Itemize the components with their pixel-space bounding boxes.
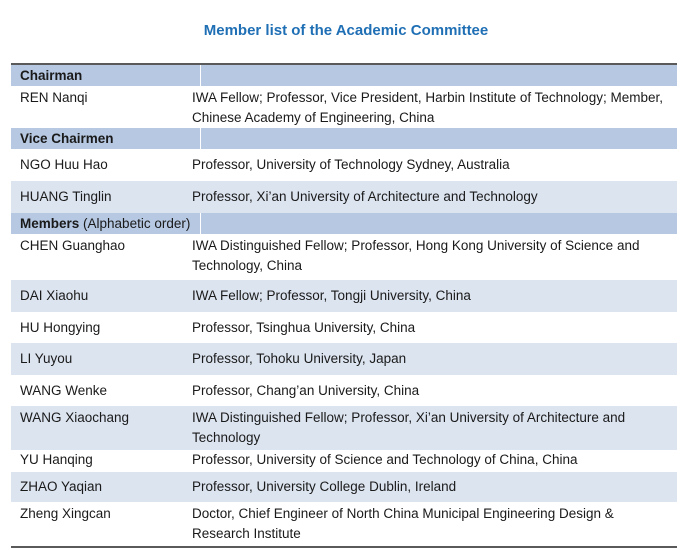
table-row — [11, 343, 677, 375]
member-name: DAI Xiaohu — [20, 288, 89, 303]
section-header-vice-chairmen — [11, 128, 677, 149]
member-name: NGO Huu Hao — [20, 157, 108, 172]
table-row — [11, 375, 677, 406]
table-row — [11, 502, 677, 546]
table-row — [11, 149, 677, 181]
table-row — [11, 312, 677, 343]
table-row — [11, 86, 677, 128]
section-heading: Members — [20, 216, 80, 231]
member-role: Professor, Tsinghua University, China — [192, 319, 416, 335]
member-role: IWA Fellow; Professor, Tongji University, China — [192, 288, 471, 303]
member-role: Professor, Xi’an University of Architecture and Technology — [192, 189, 538, 204]
section-heading: Vice Chairmen — [20, 131, 114, 146]
table-row — [11, 450, 677, 472]
committee-table — [11, 63, 677, 548]
member-name: YU Hanqing — [20, 452, 93, 467]
member-role: IWA Distinguished Fellow; Professor, Hong Kong University of Science and Technology, China — [192, 238, 640, 273]
table-row — [11, 234, 677, 280]
member-role: Doctor, Chief Engineer of North China Municipal Engineering Design & Research Institute — [192, 506, 614, 541]
section-heading: Chairman — [20, 68, 83, 83]
member-role: Professor, University College Dublin, Ireland — [192, 479, 457, 494]
member-role: IWA Fellow; Professor, Vice President, Harbin Institute of Technology; Member, Chinese Academy of Engineering, China — [192, 90, 663, 125]
section-header-members — [11, 213, 677, 234]
member-name: Zheng Xingcan — [20, 506, 111, 521]
member-name: CHEN Guanghao — [20, 238, 126, 253]
section-heading-note: (Alphabetic order) — [79, 216, 191, 231]
section-header-chairman — [11, 65, 677, 86]
table-row — [11, 472, 677, 502]
table-row — [11, 406, 677, 450]
member-name: HU Hongying — [20, 319, 101, 335]
member-name: HUANG Tinglin — [20, 189, 112, 204]
member-name: REN Nanqi — [20, 90, 88, 105]
member-role: IWA Distinguished Fellow; Professor, Xi’an University of Architecture and Technology — [192, 410, 626, 445]
member-name: ZHAO Yaqian — [20, 479, 103, 494]
member-name: LI Yuyou — [20, 351, 73, 366]
table-row — [11, 280, 677, 312]
member-name: WANG Wenke — [20, 382, 108, 398]
member-name: WANG Xiaochang — [20, 410, 130, 425]
member-role: Professor, University of Science and Technology of China, China — [192, 452, 578, 467]
page-title: Member list of the Academic Committee — [203, 22, 489, 39]
member-role: Professor, University of Technology Sydney, Australia — [192, 157, 510, 172]
member-role: Professor, Tohoku University, Japan — [192, 351, 407, 366]
member-role: Professor, Chang’an University, China — [192, 382, 420, 398]
table-row — [11, 181, 677, 213]
